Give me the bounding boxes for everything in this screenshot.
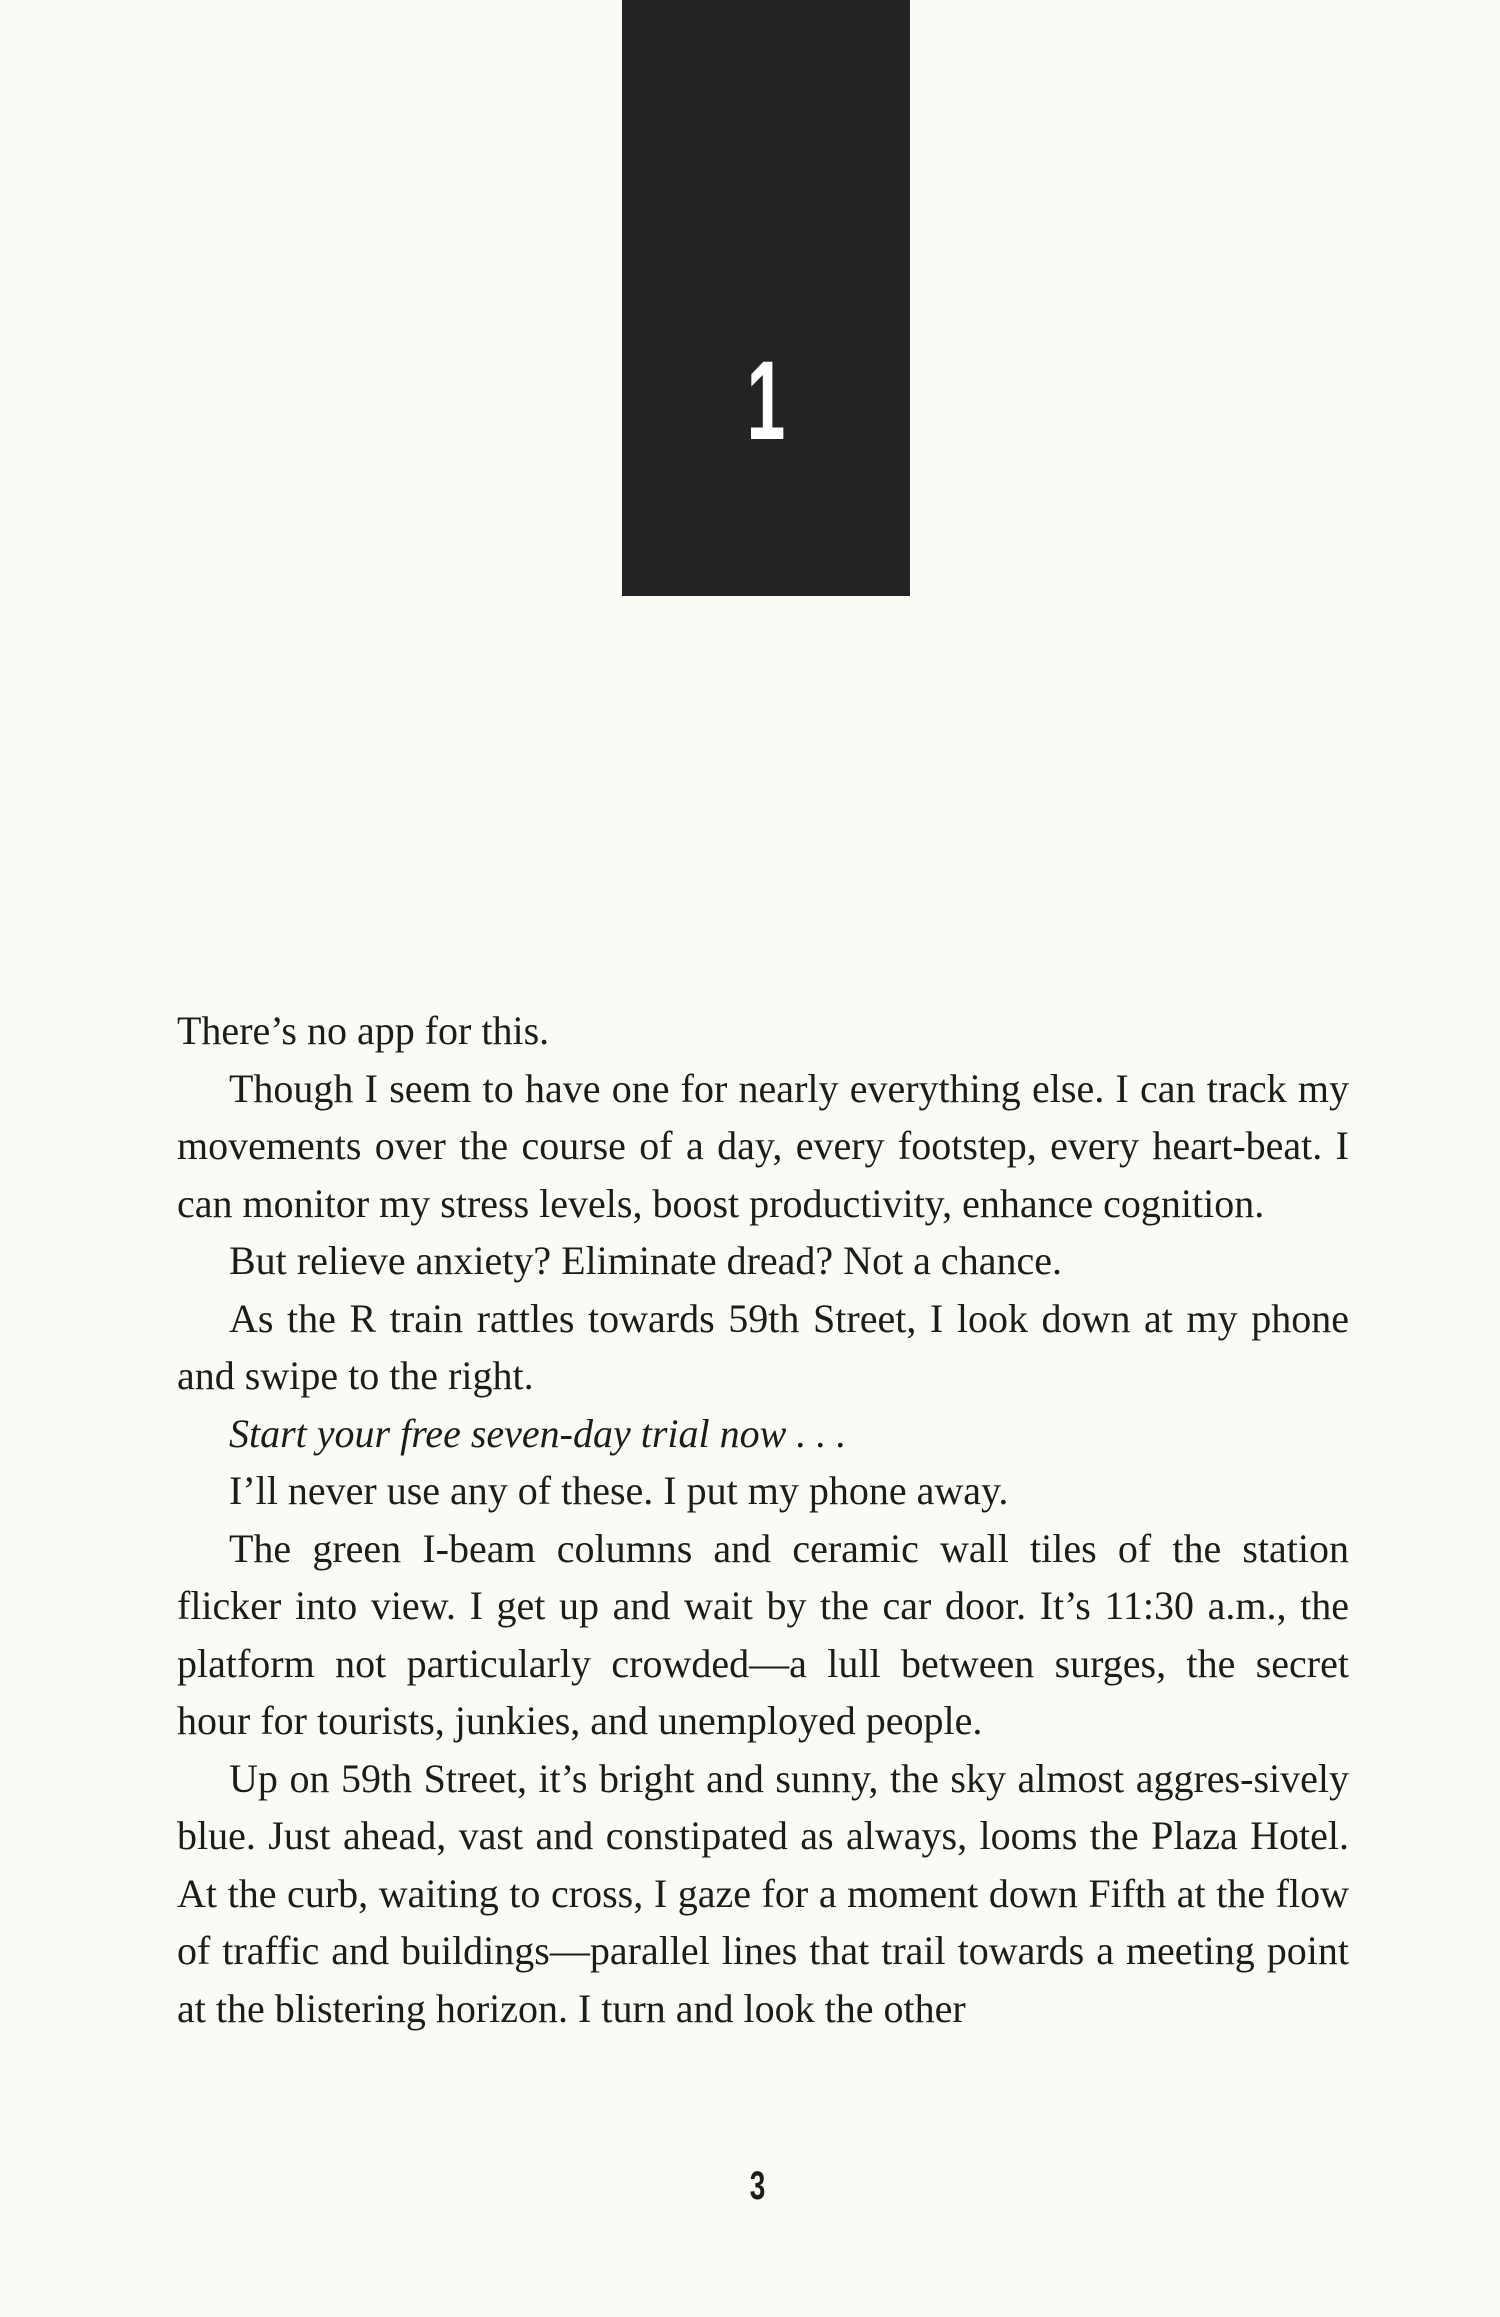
paragraph: As the R train rattles towards 59th Street, I look down at my phone and swipe to the right. — [177, 1295, 1349, 1398]
chapter-number-block — [622, 0, 910, 596]
paragraph-opening: There’s no app for this. — [177, 1008, 550, 1053]
paragraph: Though I seem to have one for nearly everything else. I can track my movements over the course of a day, every footstep, every heart-beat. I can monitor my stress levels, boost productivity, enhance cognition. — [177, 1065, 1349, 1226]
paragraph-italic-app-prompt: Start your free seven-day trial now . . . — [229, 1410, 847, 1456]
chapter-body-text — [177, 1002, 1349, 2037]
paragraph: Up on 59th Street, it’s bright and sunny, the sky almost aggres-sively blue. Just ahead, vast and constipated as always, looms the Plaza Hotel. At the curb, waiting to cross, I gaze for a moment down Fifth at the flow of traffic and buildings—parallel lines that trail towards a meeting point at the blistering horizon. I turn and look the other — [177, 1755, 1349, 2031]
paragraph: The green I-beam columns and ceramic wall tiles of the station flicker into view. I get up and wait by the car door. It’s 11:30 a.m., the platform not particularly crowded—a lull between surges, the secret hour for tourists, junkies, and unemployed people. — [177, 1525, 1349, 1743]
page-number: 3 — [749, 2164, 766, 2208]
paragraph: I’ll never use any of these. I put my phone away. — [229, 1468, 1009, 1513]
paragraph: But relieve anxiety? Eliminate dread? Not a chance. — [229, 1238, 1062, 1283]
chapter-number: 1 — [746, 338, 786, 463]
